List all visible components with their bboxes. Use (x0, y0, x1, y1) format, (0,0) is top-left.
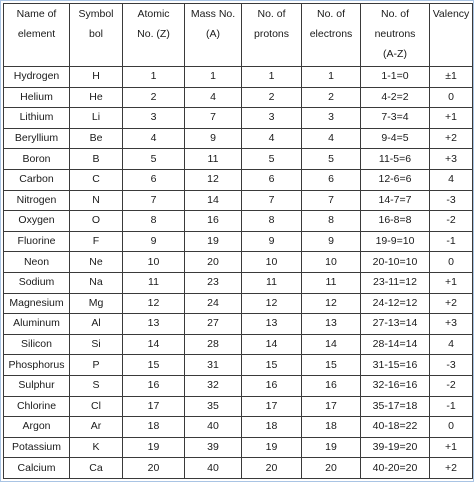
electrons-cell: 3 (302, 108, 361, 129)
mass-number-cell: 12 (185, 169, 242, 190)
protons-cell: 7 (242, 190, 302, 211)
valency-cell: ±1 (430, 67, 473, 88)
elements-table (3, 3, 473, 479)
mass-number-cell: 40 (185, 417, 242, 438)
table-row (4, 108, 473, 129)
element-name-cell: Nitrogen (4, 190, 70, 211)
neutrons-cell: 11-5=6 (361, 149, 430, 170)
table-row (4, 252, 473, 273)
column-header-line: (A) (206, 28, 220, 40)
atomic-number-cell: 10 (123, 252, 185, 273)
symbol-cell: N (70, 190, 123, 211)
element-name-cell: Sulphur (4, 375, 70, 396)
column-header (4, 4, 70, 67)
electrons-cell: 16 (302, 375, 361, 396)
atomic-number-cell: 5 (123, 149, 185, 170)
header-row (4, 4, 473, 67)
atomic-number-cell: 3 (123, 108, 185, 129)
electrons-cell: 10 (302, 252, 361, 273)
atomic-number-cell: 8 (123, 211, 185, 232)
column-header (185, 4, 242, 67)
valency-cell: -3 (430, 190, 473, 211)
column-header-line: No. of (257, 8, 286, 20)
mass-number-cell: 14 (185, 190, 242, 211)
valency-cell: 4 (430, 169, 473, 190)
symbol-cell: O (70, 211, 123, 232)
table-row (4, 396, 473, 417)
element-name-cell: Hydrogen (4, 67, 70, 88)
element-name-cell: Beryllium (4, 128, 70, 149)
mass-number-cell: 20 (185, 252, 242, 273)
table-row (4, 355, 473, 376)
electrons-cell: 8 (302, 211, 361, 232)
valency-cell: +2 (430, 128, 473, 149)
electrons-cell: 20 (302, 458, 361, 479)
symbol-cell: Be (70, 128, 123, 149)
table-row (4, 458, 473, 479)
electrons-cell: 7 (302, 190, 361, 211)
protons-cell: 4 (242, 128, 302, 149)
atomic-number-cell: 16 (123, 375, 185, 396)
mass-number-cell: 16 (185, 211, 242, 232)
element-name-cell: Potassium (4, 437, 70, 458)
table-row (4, 272, 473, 293)
symbol-cell: F (70, 231, 123, 252)
table-row (4, 128, 473, 149)
electrons-cell: 12 (302, 293, 361, 314)
mass-number-cell: 23 (185, 272, 242, 293)
table-row (4, 417, 473, 438)
atomic-number-cell: 6 (123, 169, 185, 190)
table-row (4, 293, 473, 314)
mass-number-cell: 24 (185, 293, 242, 314)
element-name-cell: Aluminum (4, 314, 70, 335)
column-header (123, 4, 185, 67)
symbol-cell: S (70, 375, 123, 396)
neutrons-cell: 40-20=20 (361, 458, 430, 479)
atomic-number-cell: 18 (123, 417, 185, 438)
column-header-line: Mass No. (190, 8, 236, 20)
atomic-number-cell: 1 (123, 67, 185, 88)
element-name-cell: Helium (4, 87, 70, 108)
mass-number-cell: 31 (185, 355, 242, 376)
symbol-cell: H (70, 67, 123, 88)
symbol-cell: Na (70, 272, 123, 293)
valency-cell: +1 (430, 437, 473, 458)
symbol-cell: Ca (70, 458, 123, 479)
column-header (302, 4, 361, 67)
atomic-number-cell: 4 (123, 128, 185, 149)
valency-cell: 0 (430, 252, 473, 273)
protons-cell: 5 (242, 149, 302, 170)
column-header-line: Symbol (78, 8, 114, 20)
mass-number-cell: 28 (185, 334, 242, 355)
valency-cell: +1 (430, 272, 473, 293)
atomic-number-cell: 19 (123, 437, 185, 458)
protons-cell: 19 (242, 437, 302, 458)
protons-cell: 6 (242, 169, 302, 190)
protons-cell: 11 (242, 272, 302, 293)
atomic-number-cell: 11 (123, 272, 185, 293)
neutrons-cell: 12-6=6 (361, 169, 430, 190)
protons-cell: 20 (242, 458, 302, 479)
valency-cell: -3 (430, 355, 473, 376)
element-name-cell: Fluorine (4, 231, 70, 252)
neutrons-cell: 31-15=16 (361, 355, 430, 376)
element-name-cell: Calcium (4, 458, 70, 479)
mass-number-cell: 7 (185, 108, 242, 129)
table-row (4, 375, 473, 396)
protons-cell: 8 (242, 211, 302, 232)
protons-cell: 9 (242, 231, 302, 252)
protons-cell: 10 (242, 252, 302, 273)
mass-number-cell: 39 (185, 437, 242, 458)
column-header-line: Valency (432, 8, 470, 20)
neutrons-cell: 16-8=8 (361, 211, 430, 232)
atomic-number-cell: 2 (123, 87, 185, 108)
protons-cell: 15 (242, 355, 302, 376)
valency-cell: 4 (430, 334, 473, 355)
mass-number-cell: 19 (185, 231, 242, 252)
symbol-cell: Mg (70, 293, 123, 314)
mass-number-cell: 11 (185, 149, 242, 170)
valency-cell: -2 (430, 375, 473, 396)
element-name-cell: Carbon (4, 169, 70, 190)
protons-cell: 12 (242, 293, 302, 314)
electrons-cell: 11 (302, 272, 361, 293)
column-header (70, 4, 123, 67)
element-name-cell: Phosphorus (4, 355, 70, 376)
neutrons-cell: 35-17=18 (361, 396, 430, 417)
protons-cell: 13 (242, 314, 302, 335)
symbol-cell: Ne (70, 252, 123, 273)
table-row (4, 334, 473, 355)
valency-cell: +1 (430, 108, 473, 129)
valency-cell: +3 (430, 149, 473, 170)
protons-cell: 18 (242, 417, 302, 438)
neutrons-cell: 19-9=10 (361, 231, 430, 252)
column-header-line: Name of (16, 8, 57, 20)
column-header (430, 4, 473, 67)
neutrons-cell: 4-2=2 (361, 87, 430, 108)
table-row (4, 149, 473, 170)
atomic-number-cell: 15 (123, 355, 185, 376)
element-name-cell: Boron (4, 149, 70, 170)
neutrons-cell: 14-7=7 (361, 190, 430, 211)
valency-cell: 0 (430, 417, 473, 438)
symbol-cell: Si (70, 334, 123, 355)
element-name-cell: Argon (4, 417, 70, 438)
symbol-cell: Li (70, 108, 123, 129)
element-name-cell: Magnesium (4, 293, 70, 314)
element-name-cell: Silicon (4, 334, 70, 355)
neutrons-cell: 27-13=14 (361, 314, 430, 335)
neutrons-cell: 7-3=4 (361, 108, 430, 129)
atomic-number-cell: 12 (123, 293, 185, 314)
electrons-cell: 13 (302, 314, 361, 335)
protons-cell: 16 (242, 375, 302, 396)
mass-number-cell: 27 (185, 314, 242, 335)
table-row (4, 190, 473, 211)
atomic-number-cell: 13 (123, 314, 185, 335)
protons-cell: 17 (242, 396, 302, 417)
electrons-cell: 18 (302, 417, 361, 438)
protons-cell: 3 (242, 108, 302, 129)
electrons-cell: 19 (302, 437, 361, 458)
symbol-cell: P (70, 355, 123, 376)
element-name-cell: Neon (4, 252, 70, 273)
valency-cell: -1 (430, 396, 473, 417)
electrons-cell: 17 (302, 396, 361, 417)
column-header-line: No. of (380, 8, 409, 20)
column-header-line: bol (88, 28, 103, 40)
column-header-line: element (17, 28, 56, 40)
valency-cell: -1 (430, 231, 473, 252)
valency-cell: +3 (430, 314, 473, 335)
electrons-cell: 4 (302, 128, 361, 149)
atomic-number-cell: 14 (123, 334, 185, 355)
symbol-cell: He (70, 87, 123, 108)
electrons-cell: 6 (302, 169, 361, 190)
atomic-number-cell: 7 (123, 190, 185, 211)
table-row (4, 67, 473, 88)
symbol-cell: K (70, 437, 123, 458)
neutrons-cell: 28-14=14 (361, 334, 430, 355)
table-row (4, 211, 473, 232)
neutrons-cell: 24-12=12 (361, 293, 430, 314)
mass-number-cell: 1 (185, 67, 242, 88)
column-header-line: No. of (316, 8, 345, 20)
mass-number-cell: 9 (185, 128, 242, 149)
valency-cell: +2 (430, 293, 473, 314)
column-header-line: (A-Z) (383, 48, 407, 60)
symbol-cell: Ar (70, 417, 123, 438)
column-header (242, 4, 302, 67)
element-name-cell: Lithium (4, 108, 70, 129)
electrons-cell: 5 (302, 149, 361, 170)
symbol-cell: C (70, 169, 123, 190)
mass-number-cell: 35 (185, 396, 242, 417)
column-header (361, 4, 430, 67)
element-name-cell: Chlorine (4, 396, 70, 417)
neutrons-cell: 20-10=10 (361, 252, 430, 273)
neutrons-cell: 23-11=12 (361, 272, 430, 293)
electrons-cell: 2 (302, 87, 361, 108)
element-name-cell: Sodium (4, 272, 70, 293)
electrons-cell: 1 (302, 67, 361, 88)
table-row (4, 437, 473, 458)
table-body (4, 67, 473, 479)
neutrons-cell: 9-4=5 (361, 128, 430, 149)
table-row (4, 87, 473, 108)
neutrons-cell: 39-19=20 (361, 437, 430, 458)
atomic-number-cell: 20 (123, 458, 185, 479)
atomic-number-cell: 9 (123, 231, 185, 252)
table-row (4, 169, 473, 190)
mass-number-cell: 40 (185, 458, 242, 479)
electrons-cell: 14 (302, 334, 361, 355)
table-row (4, 231, 473, 252)
column-header-line: electrons (309, 28, 353, 40)
protons-cell: 14 (242, 334, 302, 355)
column-header-line: protons (253, 28, 290, 40)
symbol-cell: Al (70, 314, 123, 335)
neutrons-cell: 40-18=22 (361, 417, 430, 438)
valency-cell: -2 (430, 211, 473, 232)
electrons-cell: 9 (302, 231, 361, 252)
column-header-line: No. (Z) (137, 28, 170, 40)
protons-cell: 2 (242, 87, 302, 108)
valency-cell: 0 (430, 87, 473, 108)
neutrons-cell: 1-1=0 (361, 67, 430, 88)
table-row (4, 314, 473, 335)
protons-cell: 1 (242, 67, 302, 88)
column-header-line: neutrons (374, 28, 416, 40)
valency-cell: +2 (430, 458, 473, 479)
column-header-line: Atomic (137, 8, 170, 20)
symbol-cell: B (70, 149, 123, 170)
mass-number-cell: 4 (185, 87, 242, 108)
symbol-cell: Cl (70, 396, 123, 417)
mass-number-cell: 32 (185, 375, 242, 396)
atomic-number-cell: 17 (123, 396, 185, 417)
electrons-cell: 15 (302, 355, 361, 376)
neutrons-cell: 32-16=16 (361, 375, 430, 396)
element-name-cell: Oxygen (4, 211, 70, 232)
